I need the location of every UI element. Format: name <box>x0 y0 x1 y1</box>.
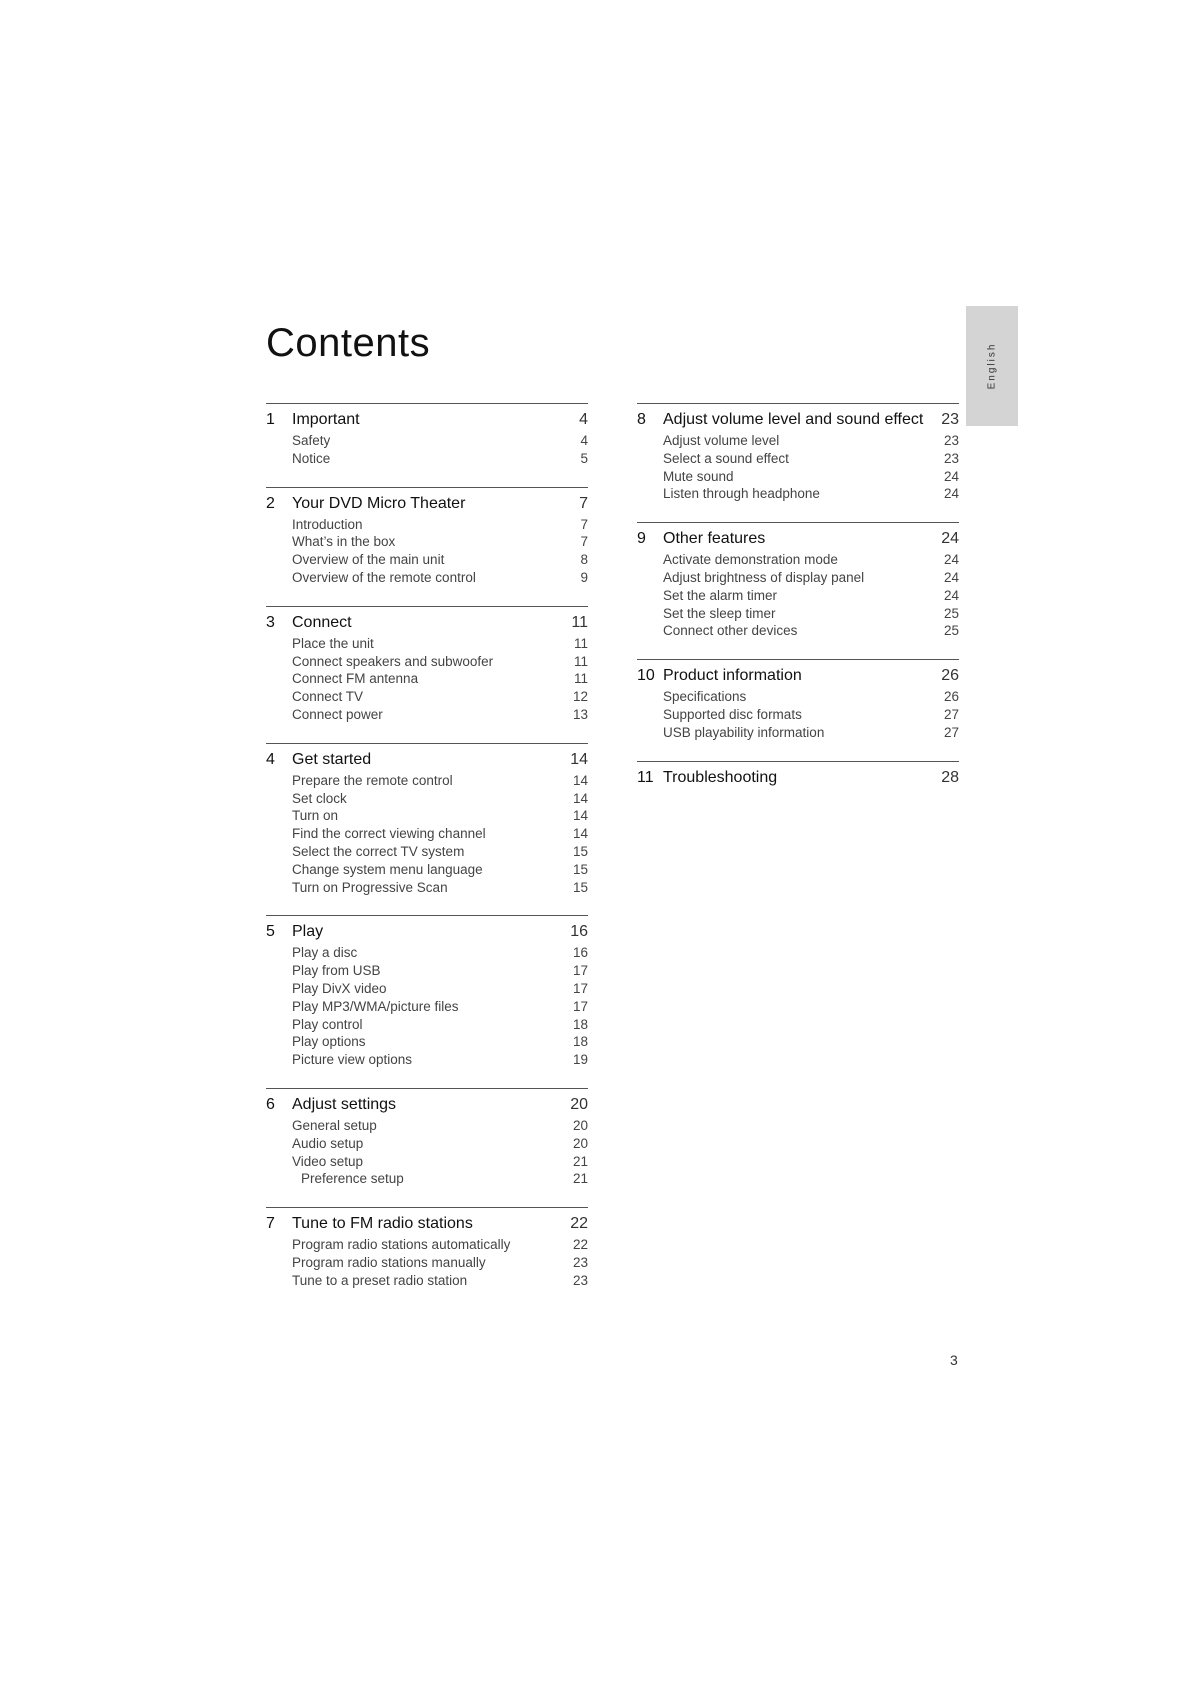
entry-page-number: 5 <box>580 450 588 466</box>
entry-page-number: 27 <box>943 724 959 740</box>
toc-entry[interactable] <box>266 826 588 844</box>
toc-entry[interactable] <box>637 469 959 487</box>
entry-title: Play a disc <box>292 945 358 961</box>
toc-entry[interactable] <box>637 433 959 451</box>
section-page-number: 14 <box>570 750 588 768</box>
section-page-number: 28 <box>941 768 959 786</box>
toc-entry[interactable] <box>266 654 588 672</box>
section-title: Your DVD Micro Theater <box>292 494 466 512</box>
section-page-number: 7 <box>579 494 588 512</box>
entry-page-number: 14 <box>572 808 588 824</box>
entry-title: Audio setup <box>292 1135 364 1151</box>
entry-title: Mute sound <box>663 468 734 484</box>
toc-entry[interactable] <box>266 1154 588 1172</box>
entry-page-number: 7 <box>580 534 588 550</box>
toc-entry[interactable] <box>266 1052 588 1070</box>
toc-section <box>637 761 959 791</box>
section-number: 3 <box>266 613 275 631</box>
entry-title: Connect other devices <box>663 623 798 639</box>
entry-title: Turn on Progressive Scan <box>292 879 448 895</box>
entry-title: Activate demonstration mode <box>663 552 838 568</box>
entry-page-number: 23 <box>572 1272 588 1288</box>
entry-title: Program radio stations manually <box>292 1254 486 1270</box>
entry-page-number: 14 <box>572 826 588 842</box>
toc-section <box>266 403 588 469</box>
entry-title: Picture view options <box>292 1052 413 1068</box>
toc-entry[interactable] <box>266 570 588 588</box>
entry-title: Video setup <box>292 1153 364 1169</box>
section-number: 1 <box>266 411 275 428</box>
entry-page-number: 24 <box>943 587 959 603</box>
entry-title: Listen through headphone <box>663 486 820 502</box>
toc-entry[interactable] <box>266 1017 588 1035</box>
entry-title: Adjust brightness of display panel <box>663 569 865 585</box>
entry-title: Play from USB <box>292 963 381 979</box>
entry-page-number: 11 <box>573 671 588 687</box>
entry-page-number: 17 <box>572 980 588 996</box>
entry-page-number: 14 <box>572 772 588 788</box>
entry-page-number: 11 <box>573 653 588 669</box>
entry-page-number: 21 <box>572 1153 588 1169</box>
section-title: Troubleshooting <box>663 768 778 786</box>
entry-title: General setup <box>292 1117 377 1133</box>
section-page-number: 24 <box>941 530 959 548</box>
entry-title: Play MP3/WMA/picture files <box>292 998 459 1014</box>
entry-page-number: 15 <box>572 879 588 895</box>
toc-entry[interactable] <box>266 945 588 963</box>
section-title: Tune to FM radio stations <box>292 1215 473 1233</box>
toc-section <box>637 522 959 641</box>
toc-section-heading[interactable] <box>266 923 588 945</box>
entry-title: Preference setup <box>301 1171 404 1187</box>
toc-entry[interactable] <box>637 451 959 469</box>
toc-entry[interactable] <box>637 486 959 504</box>
entry-title: Turn on <box>292 808 339 824</box>
entry-title: Place the unit <box>292 635 374 651</box>
entry-page-number: 16 <box>572 945 588 961</box>
entry-title: Play DivX video <box>292 980 387 996</box>
entry-title: Connect TV <box>292 689 364 705</box>
toc-entry[interactable] <box>266 707 588 725</box>
entry-page-number: 25 <box>943 623 959 639</box>
section-title: Connect <box>292 613 352 631</box>
entry-page-number: 15 <box>572 861 588 877</box>
toc-entry[interactable] <box>266 808 588 826</box>
language-tab <box>966 306 1018 426</box>
toc-entry[interactable] <box>637 570 959 588</box>
section-number: 7 <box>266 1215 275 1233</box>
section-number: 10 <box>637 667 655 685</box>
entry-page-number: 11 <box>573 635 588 651</box>
toc-entry[interactable] <box>266 671 588 689</box>
toc-entry[interactable] <box>266 1273 588 1291</box>
entry-title: Notice <box>292 450 331 466</box>
entry-page-number: 9 <box>580 569 588 585</box>
toc-section-heading[interactable] <box>266 751 588 773</box>
toc-section <box>266 606 588 725</box>
toc-entry[interactable] <box>266 433 588 451</box>
toc-entry[interactable] <box>637 552 959 570</box>
entry-title: Find the correct viewing channel <box>292 826 486 842</box>
section-number: 2 <box>266 494 275 512</box>
entry-page-number: 13 <box>572 706 588 722</box>
section-title: Other features <box>663 530 766 548</box>
entry-title: Set the sleep timer <box>663 605 776 621</box>
entry-title: Program radio stations automatically <box>292 1237 511 1253</box>
toc-entry[interactable] <box>637 606 959 624</box>
entry-page-number: 18 <box>572 1034 588 1050</box>
section-title: Play <box>292 923 324 941</box>
entry-page-number: 15 <box>572 843 588 859</box>
toc-entry[interactable] <box>637 725 959 743</box>
entry-title: What’s in the box <box>292 534 396 550</box>
toc-section-heading[interactable] <box>266 1215 588 1237</box>
entry-page-number: 25 <box>943 605 959 621</box>
section-title: Adjust volume level and sound effect <box>663 411 924 428</box>
entry-page-number: 20 <box>572 1135 588 1151</box>
section-page-number: 16 <box>570 923 588 941</box>
entry-page-number: 22 <box>572 1237 588 1253</box>
entry-page-number: 18 <box>572 1016 588 1032</box>
entry-title: USB playability information <box>663 724 825 740</box>
toc-entry[interactable] <box>266 517 588 535</box>
entry-page-number: 26 <box>943 689 959 705</box>
language-tab-label: English <box>986 342 998 390</box>
toc-entry[interactable] <box>266 689 588 707</box>
section-title: Adjust settings <box>292 1095 397 1113</box>
entry-title: Prepare the remote control <box>292 772 453 788</box>
section-page-number: 11 <box>571 613 588 631</box>
entry-title: Change system menu language <box>292 861 483 877</box>
entry-page-number: 24 <box>943 486 959 502</box>
entry-page-number: 21 <box>572 1171 588 1187</box>
toc-entry[interactable] <box>266 552 588 570</box>
entry-page-number: 24 <box>943 569 959 585</box>
toc-section-heading[interactable] <box>637 769 959 791</box>
section-number: 5 <box>266 923 275 941</box>
toc-section <box>266 743 588 898</box>
toc-entry[interactable] <box>266 636 588 654</box>
entry-page-number: 12 <box>572 689 588 705</box>
entry-title: Play options <box>292 1034 366 1050</box>
page-number: 3 <box>950 1352 958 1368</box>
entry-page-number: 23 <box>572 1254 588 1270</box>
entry-page-number: 20 <box>572 1117 588 1133</box>
toc-section-heading[interactable] <box>266 614 588 636</box>
toc-entry[interactable] <box>637 623 959 641</box>
entry-title: Set the alarm timer <box>663 587 778 603</box>
entry-title: Supported disc formats <box>663 706 802 722</box>
toc-entry[interactable] <box>266 1034 588 1052</box>
entry-page-number: 14 <box>572 790 588 806</box>
section-number: 11 <box>637 768 654 786</box>
page-title: Contents <box>266 320 431 365</box>
toc-section <box>266 915 588 1070</box>
toc-section <box>266 1088 588 1189</box>
entry-page-number: 24 <box>943 468 959 484</box>
entry-title: Connect FM antenna <box>292 671 419 687</box>
toc-entry[interactable] <box>266 1136 588 1154</box>
toc-entry[interactable] <box>266 999 588 1017</box>
entry-title: Safety <box>292 433 331 448</box>
section-page-number: 4 <box>579 411 588 428</box>
entry-page-number: 19 <box>572 1052 588 1068</box>
toc-section-heading[interactable] <box>637 530 959 552</box>
toc-entry[interactable] <box>266 862 588 880</box>
entry-title: Overview of the main unit <box>292 552 445 568</box>
toc-column-right <box>637 403 959 809</box>
entry-page-number: 17 <box>572 963 588 979</box>
entry-page-number: 4 <box>580 433 588 448</box>
toc-section <box>637 659 959 742</box>
entry-page-number: 27 <box>943 706 959 722</box>
toc-entry[interactable] <box>266 963 588 981</box>
toc-entry[interactable] <box>637 707 959 725</box>
toc-entry[interactable] <box>637 588 959 606</box>
toc-entry[interactable] <box>266 1255 588 1273</box>
entry-title: Set clock <box>292 790 347 806</box>
toc-section-heading[interactable] <box>266 1096 588 1118</box>
entry-page-number: 23 <box>943 433 959 448</box>
section-number: 6 <box>266 1095 275 1113</box>
toc-section-heading[interactable] <box>266 411 588 433</box>
entry-title: Connect speakers and subwoofer <box>292 653 494 669</box>
toc-column-left <box>266 403 588 1309</box>
toc-entry[interactable] <box>266 1237 588 1255</box>
toc-section <box>266 1207 588 1290</box>
section-number: 8 <box>637 411 646 428</box>
entry-page-number: 17 <box>572 998 588 1014</box>
toc-section-heading[interactable] <box>266 495 588 517</box>
entry-title: Play control <box>292 1016 363 1032</box>
section-page-number: 20 <box>570 1095 588 1113</box>
section-page-number: 22 <box>570 1215 588 1233</box>
toc-entry[interactable] <box>266 534 588 552</box>
entry-title: Adjust volume level <box>663 433 780 448</box>
toc-entry[interactable] <box>266 981 588 999</box>
entry-title: Select the correct TV system <box>292 843 465 859</box>
entry-title: Tune to a preset radio station <box>292 1272 468 1288</box>
entry-title: Overview of the remote control <box>292 569 476 585</box>
section-title: Important <box>292 411 360 428</box>
toc-entry[interactable] <box>637 689 959 707</box>
section-number: 9 <box>637 530 646 548</box>
toc-entry[interactable] <box>266 451 588 469</box>
entry-title: Connect power <box>292 706 383 722</box>
section-title: Product information <box>663 667 802 685</box>
toc-entry[interactable] <box>266 844 588 862</box>
entry-title: Select a sound effect <box>663 450 789 466</box>
entry-page-number: 7 <box>580 516 588 532</box>
toc-entry[interactable] <box>266 1171 588 1189</box>
entry-title: Introduction <box>292 516 363 532</box>
toc-section-heading[interactable] <box>637 411 959 433</box>
entry-title: Specifications <box>663 689 747 705</box>
entry-page-number: 24 <box>943 552 959 568</box>
section-number: 4 <box>266 750 275 768</box>
section-page-number: 23 <box>941 411 959 428</box>
toc-section <box>637 403 959 504</box>
toc-section-heading[interactable] <box>637 667 959 689</box>
toc-entry[interactable] <box>266 773 588 791</box>
entry-page-number: 8 <box>580 552 588 568</box>
entry-page-number: 23 <box>943 450 959 466</box>
toc-entry[interactable] <box>266 791 588 809</box>
toc-entry[interactable] <box>266 880 588 898</box>
toc-entry[interactable] <box>266 1118 588 1136</box>
toc-section <box>266 487 588 588</box>
section-page-number: 26 <box>941 667 959 685</box>
section-title: Get started <box>292 750 372 768</box>
